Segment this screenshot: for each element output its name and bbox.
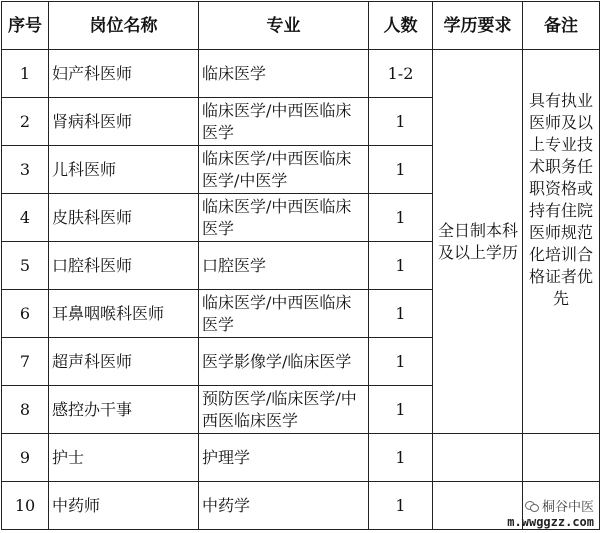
recruitment-table [1,1,600,530]
row-count: 1 [369,434,433,482]
row-major: 预防医学/临床医学/中西医临床医学 [199,386,369,434]
row-no: 4 [2,194,49,242]
row-title: 护士 [49,434,199,482]
education-requirement: 全日制本科及以上学历 [437,220,518,262]
education-cell-empty [433,434,523,482]
row-no: 7 [2,338,49,386]
row-major: 护理学 [199,434,369,482]
row-major: 临床医学/中西医临床医学 [199,290,369,338]
row-count: 1 [369,146,433,194]
watermark [507,496,594,529]
watermark-url: m.wwggzz.com [507,515,594,529]
row-major: 临床医学/中西医临床医学 [199,194,369,242]
row-major: 中药学 [199,482,369,530]
table-header-row [2,2,600,50]
row-count: 1 [369,338,433,386]
watermark-brand [507,496,594,515]
header-no: 序号 [2,2,49,50]
row-title: 口腔科医师 [49,242,199,290]
row-title: 肾病科医师 [49,98,199,146]
row-no: 8 [2,386,49,434]
row-no: 10 [2,482,49,530]
row-major: 临床医学/中西医临床医学 [199,98,369,146]
row-title: 妇产科医师 [49,50,199,98]
watermark-name: 桐谷中医 [541,500,594,515]
header-education: 学历要求 [433,2,523,50]
row-major: 医学影像学/临床医学 [199,338,369,386]
note-text: 具有执业医师及以上专业技术职务任职资格或持有住院医师规范化培训合格证者优先 [529,91,594,308]
row-no: 1 [2,50,49,98]
table-row [2,434,600,482]
table-row [2,50,600,98]
header-title: 岗位名称 [49,2,199,50]
row-count: 1 [369,290,433,338]
row-major: 临床医学/中西医临床医学/中医学 [199,146,369,194]
row-count: 1-2 [369,50,433,98]
note-cell [523,50,600,434]
row-major: 临床医学 [199,50,369,98]
row-no: 3 [2,146,49,194]
row-no: 9 [2,434,49,482]
header-count: 人数 [369,2,433,50]
row-no: 6 [2,290,49,338]
row-count: 1 [369,98,433,146]
note-cell-empty [523,434,600,482]
row-count: 1 [369,242,433,290]
row-count: 1 [369,482,433,530]
row-title: 儿科医师 [49,146,199,194]
row-title: 中药师 [49,482,199,530]
row-no: 5 [2,242,49,290]
header-major: 专业 [199,2,369,50]
row-no: 2 [2,98,49,146]
education-cell [433,50,523,434]
row-title: 皮肤科医师 [49,194,199,242]
row-count: 1 [369,386,433,434]
row-count: 1 [369,194,433,242]
row-major: 口腔医学 [199,242,369,290]
row-title: 耳鼻咽喉科医师 [49,290,199,338]
row-title: 感控办干事 [49,386,199,434]
row-title: 超声科医师 [49,338,199,386]
header-note: 备注 [523,2,600,50]
wechat-icon [525,500,539,512]
